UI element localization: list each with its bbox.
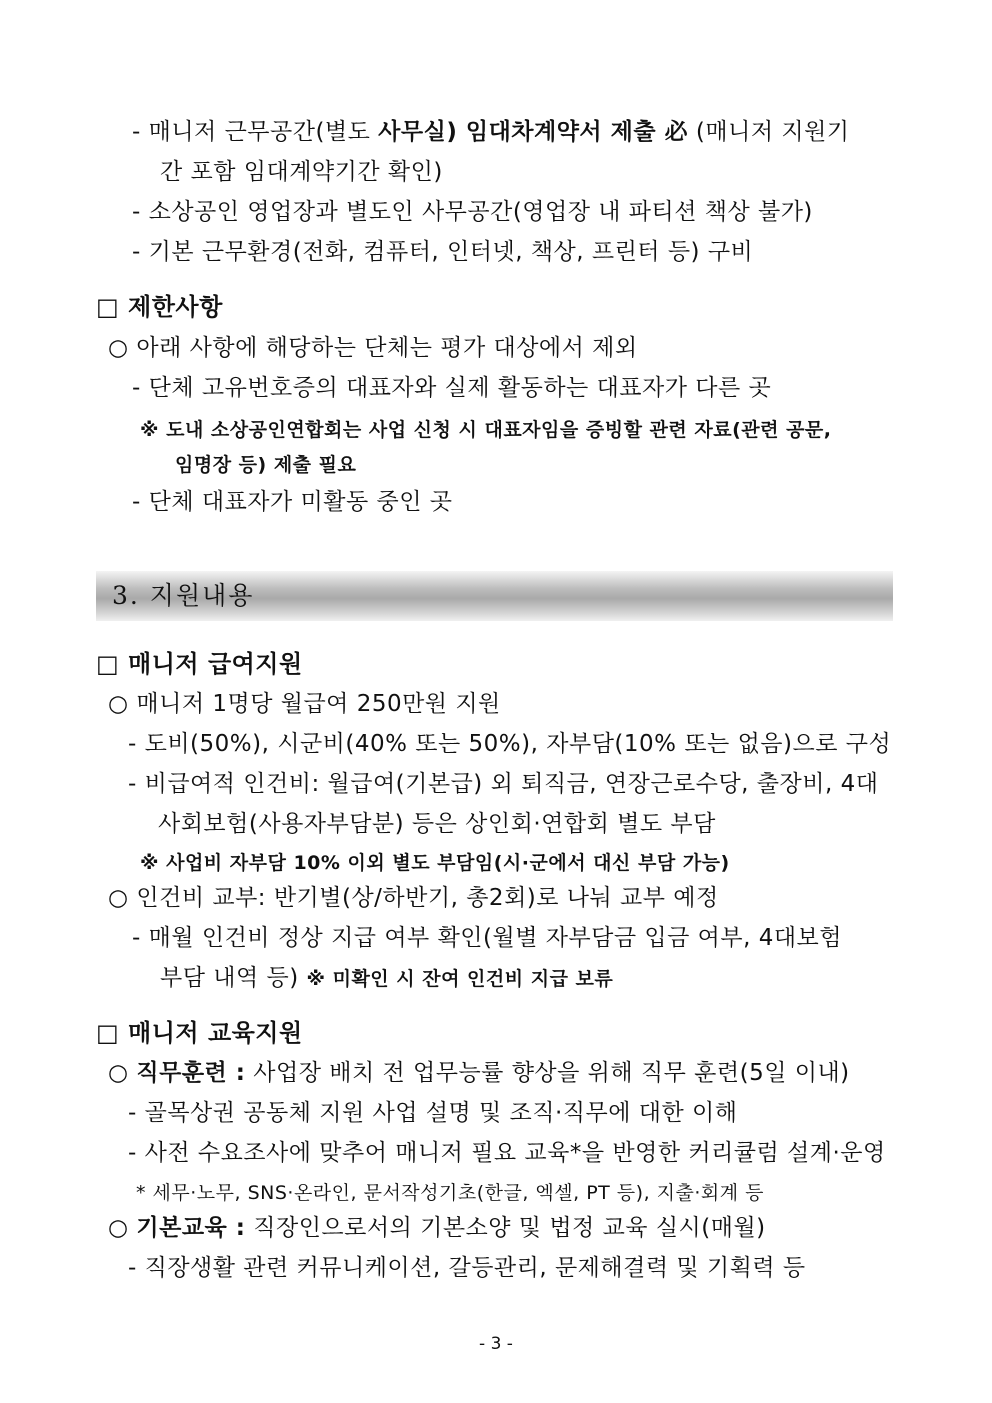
job-training-line: ○ 직무훈련 : 사업장 배치 전 업무능률 향상을 위해 직무 훈련(5일 이내) [108,1060,850,1086]
work-environment-line: - 기본 근무환경(전화, 컴퓨터, 인터넷, 책상, 프린터 등) 구비 [132,239,754,265]
curriculum-footnote: * 세무·노무, SNS·온라인, 문서작성기초(한글, 엑셀, PT 등), 지출·회계 등 [136,1182,764,1204]
evidence-note: ※ 도내 소상공인연합회는 사업 신청 시 대표자임을 증빙할 관련 자료(관련 공문, [140,419,832,441]
page-number: - 3 - [479,1334,513,1354]
education-support-heading: □ 매니저 교육지원 [96,1019,303,1047]
restrictions-heading: □ 제한사항 [96,293,223,321]
monthly-salary-line: ○ 매니저 1명당 월급여 250만원 지원 [108,691,501,717]
separate-office-line: - 소상공인 영업장과 별도인 사무공간(영업장 내 파티션 책상 불가) [132,199,813,225]
curriculum-line: - 사전 수요조사에 맞추어 매니저 필요 교육*을 반영한 커리큘럼 설계·운영 [128,1140,886,1166]
payment-schedule-line: ○ 인건비 교부: 반기별(상/하반기, 총2회)로 나눠 교부 예정 [108,885,719,911]
non-salary-cost-line: - 비급여적 인건비: 월급여(기본급) 외 퇴직금, 연장근로수당, 출장비, 4대 [128,771,879,797]
monthly-check-line: - 매월 인건비 정상 지급 여부 확인(월별 자부담금 입금 여부, 4대보험 [132,925,842,951]
self-burden-note: ※ 사업비 자부담 10% 이외 별도 부담임(시·군에서 대신 부담 가능) [140,852,730,874]
inactive-representative-line: - 단체 대표자가 미활동 중인 곳 [132,489,453,515]
office-lease-requirement: - 매니저 근무공간(별도 사무실) 임대차계약서 제출 必 (매니저 지원기 [132,119,850,145]
basic-education-line: ○ 기본교육 : 직장인으로서의 기본소양 및 법정 교육 실시(매월) [108,1215,766,1241]
office-lease-requirement-cont: 간 포함 임대계약기간 확인) [160,159,443,185]
exclusion-line: ○ 아래 사항에 해당하는 단체는 평가 대상에서 제외 [108,335,638,361]
monthly-check-cont: 부담 내역 등) ※ 미확인 시 잔여 인건비 지급 보류 [160,965,614,991]
funding-ratio-line: - 도비(50%), 시군비(40% 또는 50%), 자부담(10% 또는 없음)으로 구성 [128,731,892,757]
salary-support-heading: □ 매니저 급여지원 [96,650,303,678]
evidence-note-cont: 임명장 등) 제출 필요 [175,454,357,476]
basic-education-content: - 직장생활 관련 커뮤니케이션, 갈등관리, 문제해결력 및 기획력 등 [128,1255,806,1281]
training-content-line: - 골목상권 공동체 지원 사업 설명 및 조직·직무에 대한 이해 [128,1100,738,1126]
representative-mismatch-line: - 단체 고유번호증의 대표자와 실제 활동하는 대표자가 다른 곳 [132,375,772,401]
section-title: 3. 지원내용 [112,581,255,610]
non-salary-cost-cont: 사회보험(사용자부담분) 등은 상인회·연합회 별도 부담 [158,811,716,837]
